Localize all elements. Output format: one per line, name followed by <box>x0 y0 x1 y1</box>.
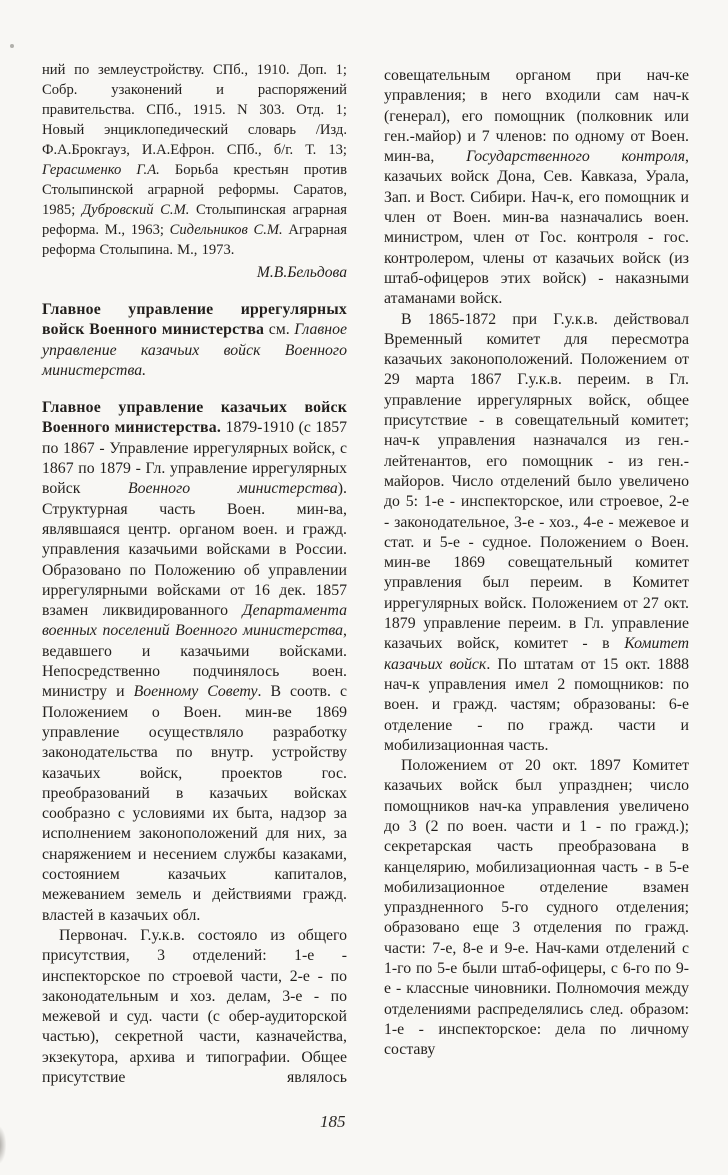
text-run: Главное управление иррегулярных войск Военного министерства <box>42 301 347 339</box>
text-run: см. <box>264 321 295 339</box>
text-run: Военному Совету <box>133 683 258 701</box>
text-run: Сидельников С.М. <box>169 222 283 238</box>
text-run: Главное управление казачьих войск Военного министерства. <box>42 399 347 437</box>
text-run: ний по землеустройству. СПб., 1910. Доп. 1; Собр. узаконений и распоряжений правительства. СПб., 1915. N 303. Отд. 1; Новый энциклопедический словарь /Изд. Ф.А.Брокгауз, И.А.Ефрон. СПб., б/г. Т. 13; <box>42 62 347 158</box>
body-paragraph-council <box>384 66 689 310</box>
text-run: Столыпинская аграрная реформа. М., 1963; <box>42 202 347 238</box>
entry-cross-reference <box>42 300 347 381</box>
text-run: совещательным органом при нач-ке управления; в него входили сам нач-к (генерал), его помощник (полковник или ген.-майор) и 7 членов: по одному от Воен. мин-ва, <box>384 67 689 166</box>
text-run: . В соотв. с Положением о Воен. мин-ве 1869 управление осуществляло разработку законодательства по внутр. устройству казачьих войск, проектов гос. преобразований в казачьих войсках сообразно с условиями их быта, надзор за исполнением законоположений для них, за снаряжением и несением службы казаками, состоянием казачьих капиталов, межеванием земель и действиями гражд. властей в казачьих обл. <box>42 683 347 924</box>
right-column <box>384 60 689 1088</box>
text-run: , казачьих войск Дона, Сев. Кавказа, Урала, Зап. и Вост. Сибири. Нач-к, его помощник и член от Воен. мин-ва назначались воен. министром, член от Гос. контроля - гос. контролером, члены от казачьих войск (из штаб-офицеров этих войск) - наказными атаманами войск. <box>384 148 689 308</box>
text-columns <box>42 60 689 1088</box>
text-run: Дубровский С.М. <box>81 202 190 218</box>
page-number: 185 <box>320 1112 346 1131</box>
bibliography-continuation <box>42 60 347 260</box>
entry-main-article <box>42 398 347 926</box>
text-run: Департамента военных поселений Военного министерства <box>42 602 347 640</box>
text-run: , ведавшего и казачьими войсками. Непосредственно подчинялось воен. министру и <box>42 622 347 701</box>
text-run: Борьба крестьян против Столыпинской аграрной реформы. Саратов, 1985; <box>42 162 348 218</box>
text-run: В 1865-1872 при Г.у.к.в. действовал Временный комитет для пересмотра казачьих законоположений. Положением от 29 марта 1867 Г.у.к.в. переим. в Гл. управление иррегулярных войск, общее присутствие - в совещательный комитет; нач-к управления назначался из ген.-лейтенантов, его помощник - из ген.-майоров. Число отделений было увеличено до 5: 1-е - инспекторское, или строевое, 2-е - законодательное, 3-е - хоз., 4-е - межевое и стат. и 5-е - судное. Положением о Воен. мин-ве 1869 совещательный комитет управления был переим. в Комитет иррегулярных войск. Положением от 27 окт. 1879 управление переим. в Гл. управление казачьих войск, комитет - в <box>384 310 689 653</box>
body-paragraph-committee <box>384 310 689 757</box>
text-run: . По штатам от 15 окт. 1888 нач-к управления имел 2 помощников: по воен. и гражд. частям; образованы: 6-е отделение - по гражд. части и мобилизационная часть. <box>384 655 689 754</box>
text-run: Главное управление казачьих войск Военного министерства. <box>42 321 347 379</box>
text-run: Герасименко Г.А. <box>42 162 160 178</box>
body-paragraph-1897-reform <box>384 756 689 1060</box>
text-run: Аграрная реформа Столыпина. М., 1973. <box>42 222 347 258</box>
text-run: Государственного контроля <box>466 148 686 166</box>
scan-artifact-smudge <box>0 1126 6 1164</box>
text-run: Первонач. Г.у.к.в. состояло из общего присутствия, 3 отделений: 1-е - инспекторское по строевой части, 2-е - по законодательным и хоз. делам, 3-е - по межевой и суд. части (с обер-аудиторской частью), секретной части, казначейства, экзекутора, архива и типографии. Общее присутствие являлось <box>42 926 347 1086</box>
text-run: М.В.Бельдова <box>256 264 347 281</box>
author-signature <box>42 263 347 283</box>
left-column <box>42 60 347 1088</box>
body-paragraph-structure <box>42 926 347 1088</box>
text-run: ). Структурная часть Воен. мин-ва, являвшаяся центр. органом воен. и гражд. управления казачьими войсками в России. Образовано по Положению об управлении иррегулярными войсками от 16 дек. 1857 взамен ликвидированного <box>42 480 347 620</box>
text-run: Военного министерства <box>127 480 338 498</box>
text-run: 1879-1910 (с 1857 по 1867 - Управление иррегулярных войск, с 1867 по 1879 - Гл. управление иррегулярных войск <box>42 419 347 498</box>
text-run: Комитет казачьих войск <box>384 635 689 673</box>
text-run: Положением от 20 окт. 1897 Комитет казачьих войск был упразднен; число помощников нач-ка управления увеличено до 3 (2 по воен. части и 1 - по гражд.); секретарская часть преобразована в канцелярию, мобилизационная часть - в 5-е мобилизационное отделение взамен упраздненного 5-го судного отделения; образовано еще 3 отделения по гражд. части: 7-е, 8-е и 9-е. Нач-ками отделений с 1-го по 5-е были штаб-офицеры, с 6-го по 9-е - классные чиновники. Полномочия между отделениями распределялись след. образом: 1-е - инспекторское: дела по личному составу <box>384 757 689 1059</box>
scan-artifact-speck <box>10 44 14 48</box>
